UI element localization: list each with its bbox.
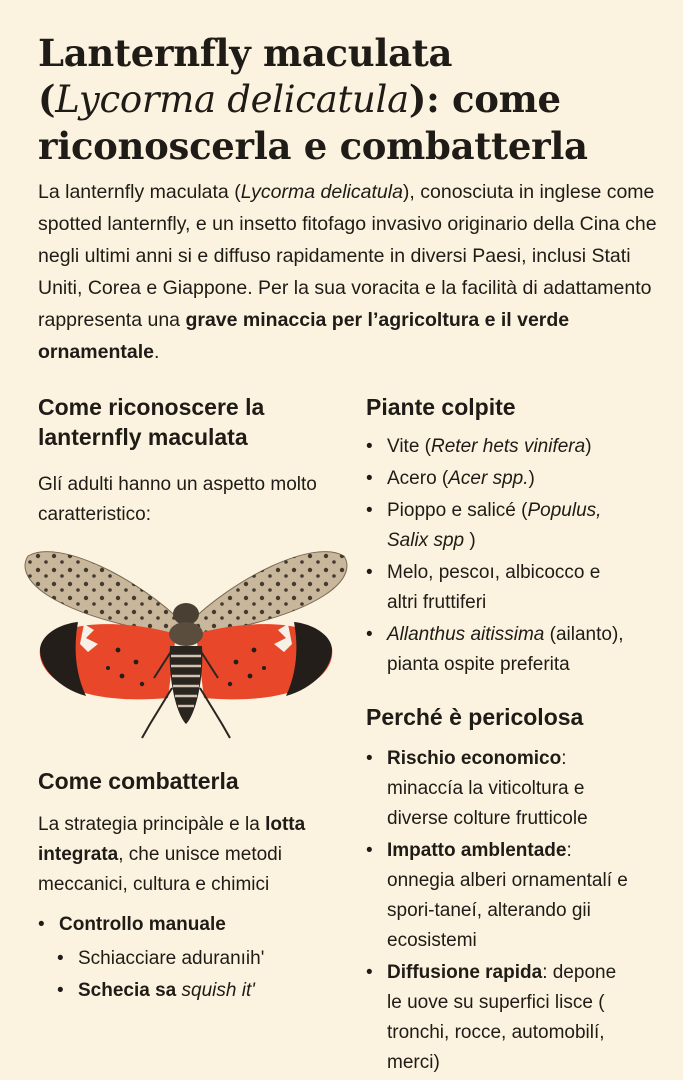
sub-item-2-italic: squish it' xyxy=(181,980,255,1001)
fight-sublist xyxy=(57,944,338,1006)
fight-bold: lotta integrata xyxy=(38,814,306,865)
fight-text-1: La strategia principàle e la xyxy=(38,814,266,835)
list-item: • Impatto amblentade: onnegia alberi ornamentalí e spori-taneí, alterando gii ecosistemi xyxy=(366,836,636,956)
intro-text-2: ), conosciuta in inglese come spotted lanternfly, e un insetto fitofago invasivo originario della Cina che negli ultimi anni si e diffuso rapidamente in diversi Paesi, inclusi Stati Uniti, Corea e Giappone. Per la sua voracita e la facilità di adattamento rappresenta una xyxy=(38,181,657,331)
list-item xyxy=(38,910,338,1006)
list-item xyxy=(57,944,338,974)
plants-list xyxy=(366,432,631,680)
list-item: • Diffusione rapida: depone le uove su superfici lisce ( tronchi, rocce, automobilí, merci) xyxy=(366,958,636,1078)
right-column xyxy=(366,392,666,1080)
title-species: Lycorma delicatula xyxy=(55,78,409,121)
intro-text-1: La lanternfly maculata ( xyxy=(38,181,241,203)
fight-text-2: , che unisce metodi meccanici, cultura e chimici xyxy=(38,844,282,895)
list-item: • Acero (Acer spp.) xyxy=(366,464,631,494)
fight-list xyxy=(38,910,338,1006)
title-line1: Lanternfly maculata xyxy=(38,31,453,75)
sub-item-1: Schiacciare aduranıih' xyxy=(78,948,265,969)
list-item xyxy=(57,976,338,1006)
list-item: • Melo, pescoı, albicocco e altri fruttiferi xyxy=(366,558,631,618)
control-manual: Controllo manuale xyxy=(59,914,226,935)
fight-section xyxy=(38,766,338,1008)
page-title xyxy=(38,30,658,169)
danger-heading: Perché è pericolosa xyxy=(366,704,584,730)
right-hindwing xyxy=(196,622,332,699)
list-item: • Allanthus aitissima (ailanto), pianta ospite preferita xyxy=(366,620,631,680)
intro-paragraph xyxy=(38,176,663,368)
list-item: • Rischio economico: minaccía la viticoltura e diverse colture frutticole xyxy=(366,744,636,834)
left-column xyxy=(38,392,338,530)
recognize-heading: Come riconoscere la lanternfly maculata xyxy=(38,394,265,450)
lanternfly-illustration xyxy=(18,538,354,750)
plants-heading: Piante colpite xyxy=(366,394,516,420)
list-item: • Vite (Reter hets vinifera) xyxy=(366,432,631,462)
recognize-text: Glí adulti hanno un aspetto molto caratteristico: xyxy=(38,474,317,525)
intro-bold: grave minaccia per l’agricoltura e il verde ornamentale xyxy=(38,309,570,363)
list-item: • Pioppo e salicé (Populus, Salix spp ) xyxy=(366,496,631,556)
right-forewing xyxy=(188,552,347,634)
fight-text xyxy=(38,810,338,900)
left-hindwing xyxy=(40,622,176,699)
fight-heading: Come combatterla xyxy=(38,768,239,794)
danger-list xyxy=(366,744,636,1078)
title-paren-open: ( xyxy=(38,77,56,121)
intro-text-3: . xyxy=(153,341,160,363)
intro-species: Lycorma delicatula xyxy=(240,181,403,203)
left-forewing xyxy=(25,552,184,634)
title-rest: ): come riconoscerla e combatterla xyxy=(38,77,588,168)
sub-item-2-bold: Schecia sa xyxy=(78,980,177,1001)
